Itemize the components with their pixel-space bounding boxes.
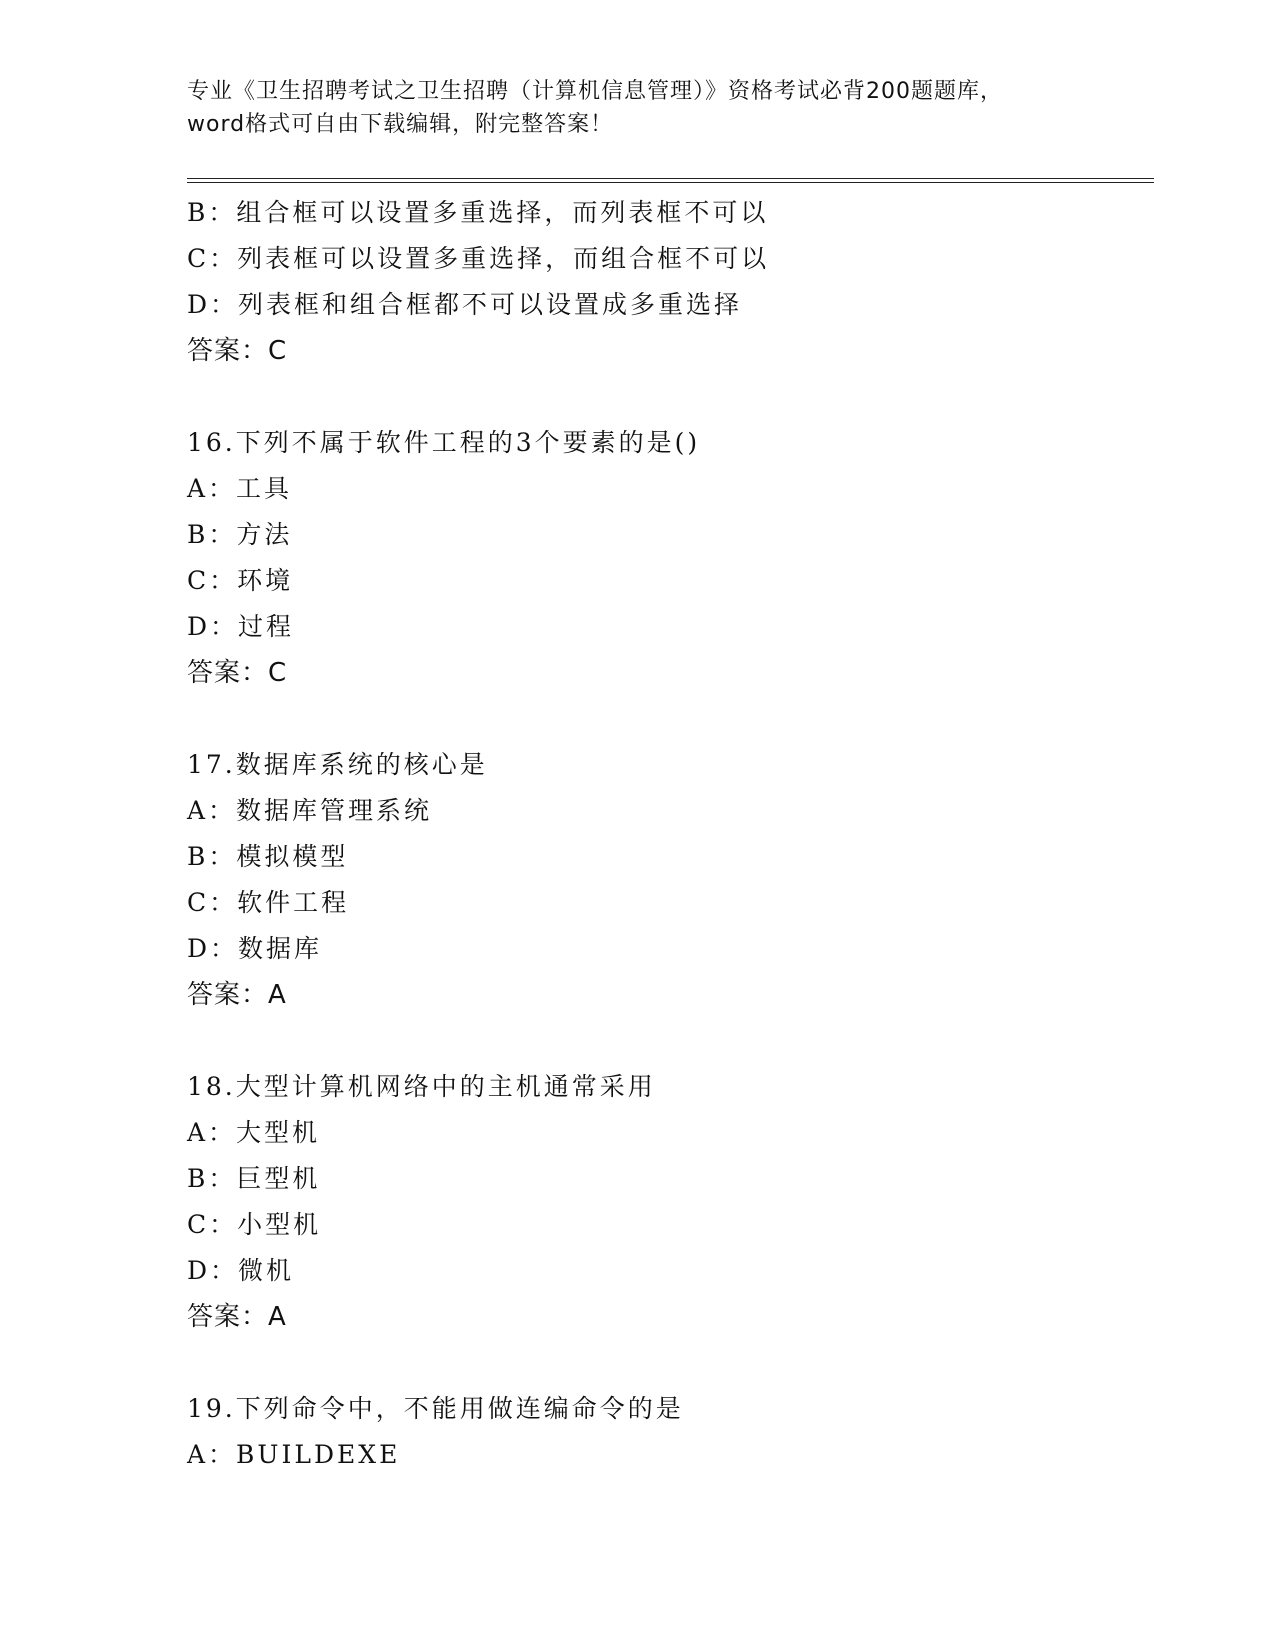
spacer <box>187 1340 1147 1386</box>
option-a: A：BUILDEXE <box>187 1440 401 1469</box>
question-stem: 16.下列不属于软件工程的3个要素的是() <box>187 428 701 457</box>
option-b: B：模拟模型 <box>187 842 349 871</box>
option-c: C：小型机 <box>187 1210 322 1239</box>
option-b: B：组合框可以设置多重选择，而列表框不可以 <box>187 198 769 227</box>
answer-line: 答案：C <box>187 658 288 688</box>
answer-line: 答案：A <box>187 1302 287 1332</box>
option-d: D：数据库 <box>187 934 323 963</box>
header-divider <box>187 178 1154 183</box>
option-a: A：大型机 <box>187 1118 321 1147</box>
spacer <box>187 1018 1147 1064</box>
header-subtitle-line: word格式可自由下载编辑，附完整答案！ <box>187 112 614 137</box>
question-block <box>187 1386 1147 1478</box>
option-b: B：方法 <box>187 520 293 549</box>
spacer <box>187 374 1147 420</box>
option-c: C：软件工程 <box>187 888 350 917</box>
question-block <box>187 742 1147 1018</box>
option-c: C：列表框可以设置多重选择，而组合框不可以 <box>187 244 770 273</box>
spacer <box>187 696 1147 742</box>
option-c: C：环境 <box>187 566 294 595</box>
question-block <box>187 420 1147 696</box>
option-a: A：数据库管理系统 <box>187 796 433 825</box>
question-block-continued <box>187 190 1147 374</box>
option-d: D：微机 <box>187 1256 295 1285</box>
header-title-line: 专业《卫生招聘考试之卫生招聘（计算机信息管理）》资格考试必背200题题库， <box>187 79 1003 104</box>
answer-line: 答案：A <box>187 980 287 1010</box>
question-list <box>187 190 1147 1478</box>
question-block <box>187 1064 1147 1340</box>
document-header <box>187 75 1087 141</box>
option-d: D：过程 <box>187 612 295 641</box>
option-d: D：列表框和组合框都不可以设置成多重选择 <box>187 290 743 319</box>
option-b: B：巨型机 <box>187 1164 321 1193</box>
question-stem: 19.下列命令中，不能用做连编命令的是 <box>187 1394 684 1423</box>
question-stem: 17.数据库系统的核心是 <box>187 750 488 779</box>
answer-line: 答案：C <box>187 336 288 366</box>
question-stem: 18.大型计算机网络中的主机通常采用 <box>187 1072 656 1101</box>
option-a: A：工具 <box>187 474 293 503</box>
